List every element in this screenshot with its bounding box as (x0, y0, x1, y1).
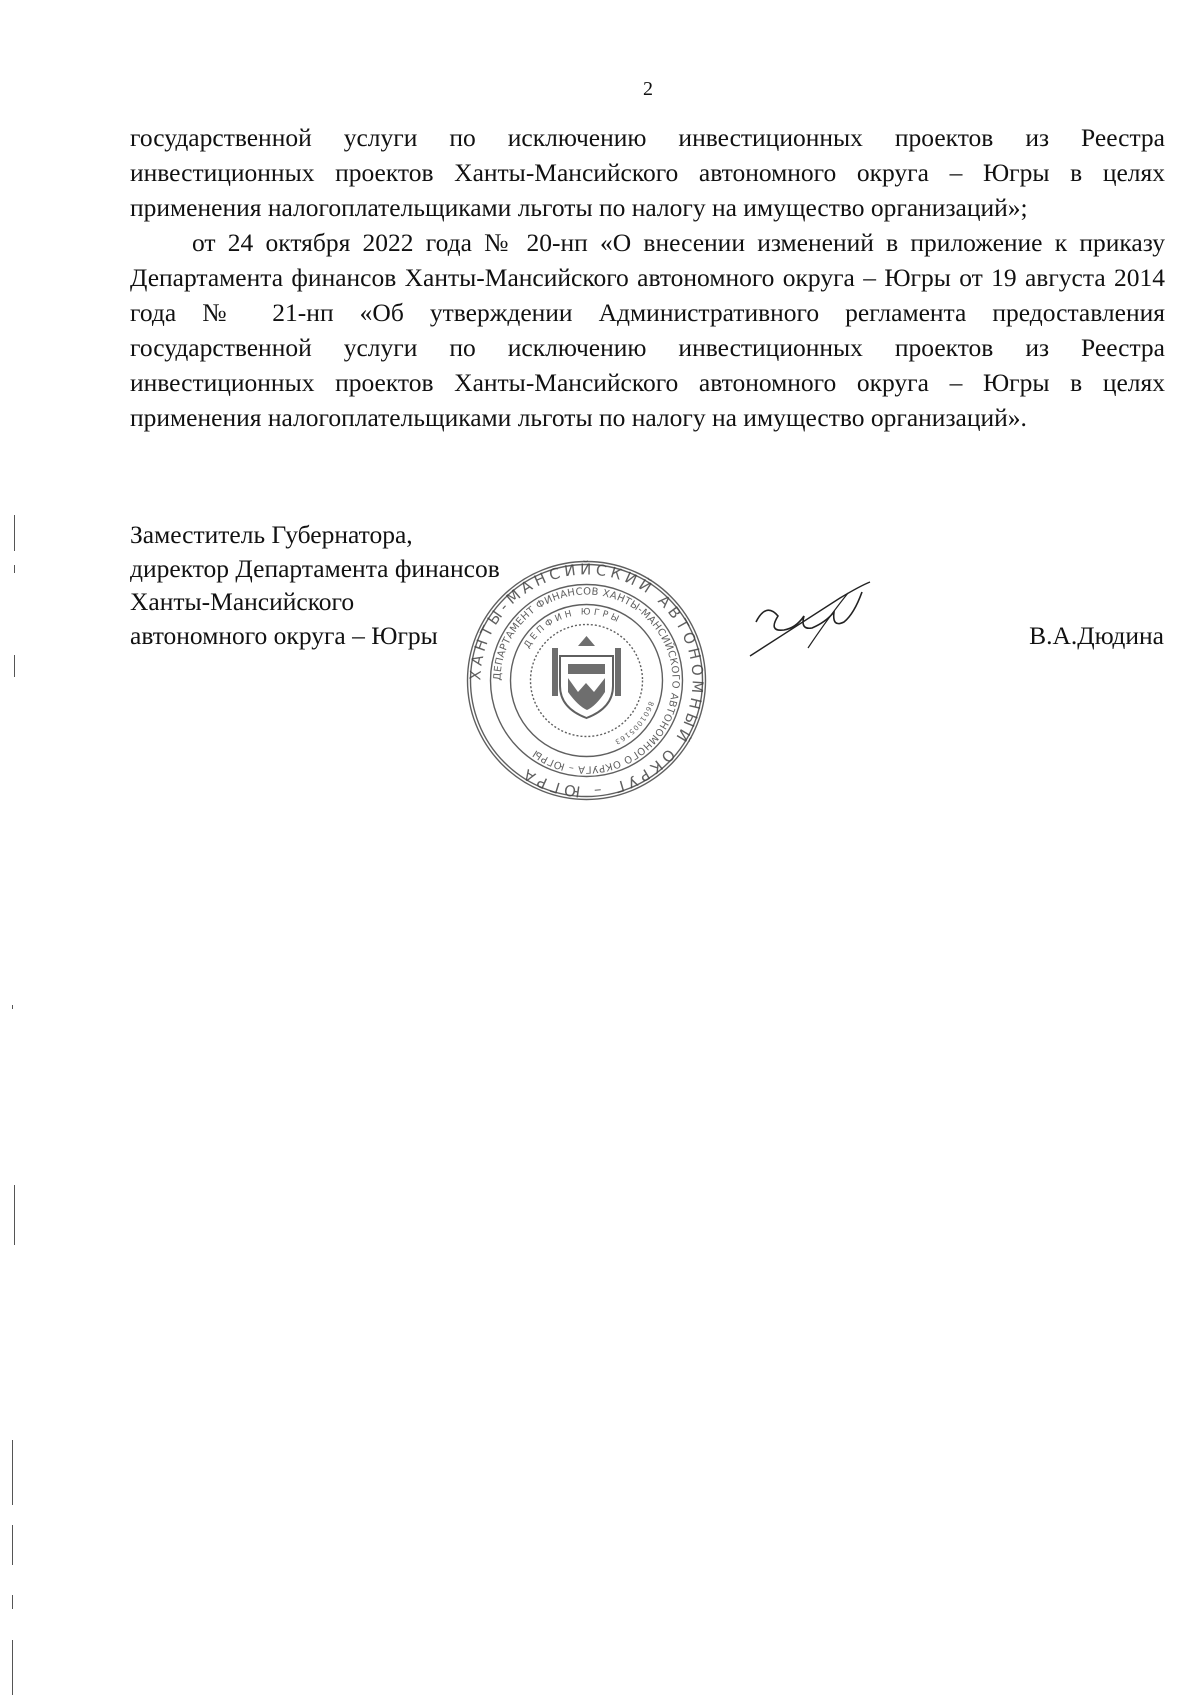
scan-edge-mark (12, 1525, 13, 1565)
position-line: автономного округа – Югры (130, 620, 438, 650)
document-body (130, 120, 1165, 435)
paragraph-continuation: государственной услуги по исключению инвестиционных проектов из Реестра инвестиционных проектов Ханты-Мансийского автономного округа – Югры в целях применения налогоплательщиками льготы по налогу на имущество организаций»; (130, 123, 1165, 222)
paragraph-order-amendment: от 24 октября 2022 года № 20-нп «О внесении изменений в приложение к приказу Департамента финансов Ханты-Мансийского автономного округа – Югры от 19 августа 2014 года № 21-нп «Об утверждении Административного регламента предоставления государственной услуги по исключению инвестиционных проектов из Реестра инвестиционных проектов Ханты-Мансийского автономного округа – Югры в целях применения налогоплательщиками льготы по налогу на имущество организаций». (130, 228, 1165, 432)
scan-edge-mark (14, 1185, 15, 1245)
stamp-inner-text: ДЕПФИН ЮГРЫ (522, 607, 623, 651)
handwritten-signature (748, 578, 878, 688)
coat-of-arms-icon (552, 636, 621, 718)
scan-edge-mark (14, 565, 15, 573)
scan-edge-mark (12, 1595, 13, 1609)
scan-edge-mark (12, 1440, 13, 1505)
stamp-outer-text: ХАНТЫ-МАНСИЙСКИЙ АВТОНОМНЫЙ ОКРУГ – ЮГРА (466, 560, 707, 801)
signer-name: В.А.Дюдина (1029, 621, 1164, 650)
position-line: Ханты-Мансийского (130, 587, 355, 616)
stamp-middle-text: ДЕПАРТАМЕНТ ФИНАНСОВ ХАНТЫ-МАНСИЙСКОГО АВТОНОМНОГО ОКРУГА – ЮГРЫ (492, 586, 681, 775)
stamp-registration-number: 8601005163 (612, 700, 655, 747)
scan-edge-mark (12, 1005, 13, 1009)
position-line: директор Департамента финансов (130, 553, 500, 583)
scan-edge-mark (12, 1640, 13, 1695)
scan-edge-mark (14, 515, 15, 551)
position-line: Заместитель Губернатора, (130, 520, 413, 549)
scan-edge-mark (14, 655, 15, 677)
official-seal-stamp (464, 558, 709, 803)
page-number: 2 (643, 78, 653, 100)
